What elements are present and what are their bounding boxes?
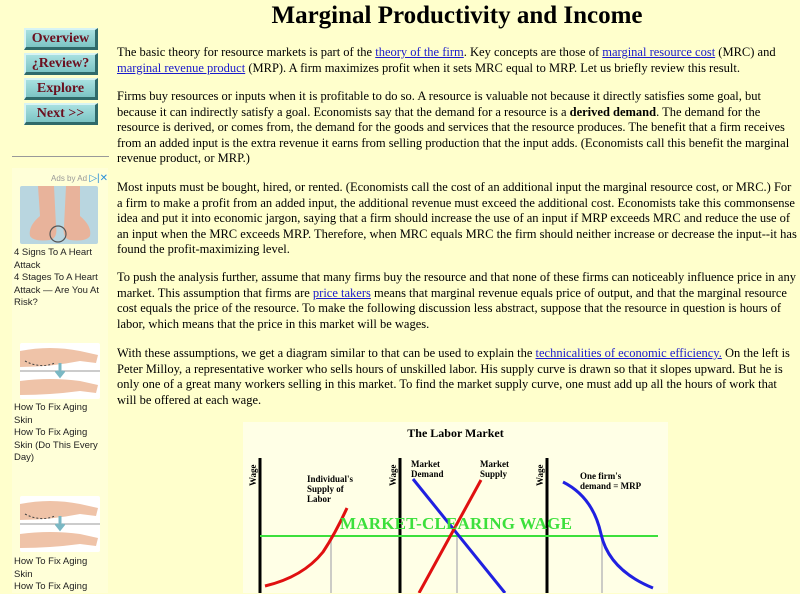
link-marginal-resource-cost[interactable]: marginal resource cost — [602, 45, 716, 59]
sidebar — [0, 0, 112, 593]
link-theory-of-firm[interactable]: theory of the firm — [375, 45, 464, 59]
axis-label-wage: Wage — [535, 464, 545, 486]
labor-market-diagram — [243, 422, 668, 593]
diagram-title: The Labor Market — [407, 426, 504, 440]
ad-link[interactable]: How To Fix Aging Skin (Do This Every Day) — [14, 427, 98, 463]
link-economic-efficiency[interactable]: technicalities of economic efficiency. — [535, 346, 722, 360]
arm-skin-icon[interactable] — [20, 496, 100, 552]
ad-link[interactable]: How To Fix Aging Skin — [14, 402, 88, 426]
paragraph-intro: The basic theory for resource markets is part of the theory of the firm. Key concepts are those of marginal resource cost (MRC) and marginal revenue product (MRP). A firm maximizes profit when it sets MRC equal to MRP. Let us briefly review this result. — [117, 45, 776, 75]
ads-by-label: Ads by Ad — [51, 174, 88, 183]
ad-link[interactable]: 4 Stages To A Heart Attack — Are You At Risk? — [14, 272, 100, 308]
market-clearing-wage-label: MARKET-CLEARING WAGE — [340, 514, 573, 533]
diagram-graphics — [243, 422, 668, 593]
label-market-supply: Market Supply — [480, 459, 509, 479]
adchoices-icon[interactable]: ▷ — [89, 173, 98, 184]
nav-review-button[interactable]: ¿Review? — [24, 53, 98, 75]
link-marginal-revenue-product[interactable]: marginal revenue product — [117, 60, 246, 75]
ad-link[interactable]: How To Fix Aging Skin — [14, 556, 88, 580]
paragraph-price-takers: To push the analysis further, assume that many firms buy the resource and that none of these firms can noticeably influence price in any market. This assumption that firms are price takers means that marginal revenue equals price of output, and that the marginal resource cost equals the price of the resource. To make the following discussion less abstract, suppose that the resource in question is hours of labor, which means that the price in this market will be wages. — [117, 270, 796, 331]
term-derived-demand: derived demand — [569, 104, 657, 119]
ad-link[interactable]: 4 Signs To A Heart Attack — [14, 247, 92, 271]
ads-header — [12, 173, 108, 184]
axis-label-wage: Wage — [388, 464, 398, 486]
label-market-demand: Market Demand — [411, 459, 444, 479]
paragraph-derived-demand: Firms buy resources or inputs when it is profitable to do so. A resource is valuable not because it directly satisfies some goal, but because it can indirectly satisfy a goal. Economists say that the demand for a resource is a derived demand. The demand for the resource is derived, or comes from, the demand for the goods and services that the resource produces. The benefit that a firm receives from an added input is the extra revenue it earns from selling production that the input adds. (Economists call this benefit the marginal revenue product, or MRP.) — [117, 89, 790, 166]
paragraph-labor-market: With these assumptions, we get a diagram similar to that can be used to explain the technicalities of economic efficiency. On the left is Peter Milloy, a representative worker who sells hours of unskilled labor. His supply curve is drawn so that it slopes upward. But he is only one of a great many workers selling in this market. To find the market supply curve, one must add up all the hours of work that will be offered at each wage. — [117, 346, 790, 407]
close-ad-icon[interactable]: |✕ — [97, 173, 108, 184]
page-title: Marginal Productivity and Income — [271, 2, 643, 29]
feet-icon[interactable] — [20, 186, 98, 244]
label-firm-demand-mrp: One firm's demand = MRP — [580, 471, 642, 491]
paragraph-mrc: Most inputs must be bought, hired, or rented. (Economists call the cost of an additional input the marginal resource cost, or MRC.) For a firm to make a profit from an added input, the additional revenue must exceed the additional cost. Economists take this commonsense idea and put it into economic jargon, saying that a firm should increase the use of an input if MRP exceeds MRC and reduce the use of an input when the MRC exceeds MRP. Therefore, when MRC equals MRC the firm should neither increase or decrease the input--it has found the profit-maximizing level. — [117, 180, 797, 257]
arm-skin-icon[interactable] — [20, 343, 100, 399]
ad-link[interactable]: How To Fix Aging — [14, 581, 88, 592]
sidebar-divider — [12, 156, 109, 157]
axis-label-wage: Wage — [248, 464, 258, 486]
nav-overview-button[interactable]: Overview — [24, 28, 98, 50]
link-price-takers[interactable]: price takers — [312, 285, 371, 300]
label-individual-supply: Individual's Supply of Labor — [307, 474, 354, 504]
nav-next-button[interactable]: Next >> — [24, 103, 98, 125]
nav-explore-button[interactable]: Explore — [24, 78, 98, 100]
